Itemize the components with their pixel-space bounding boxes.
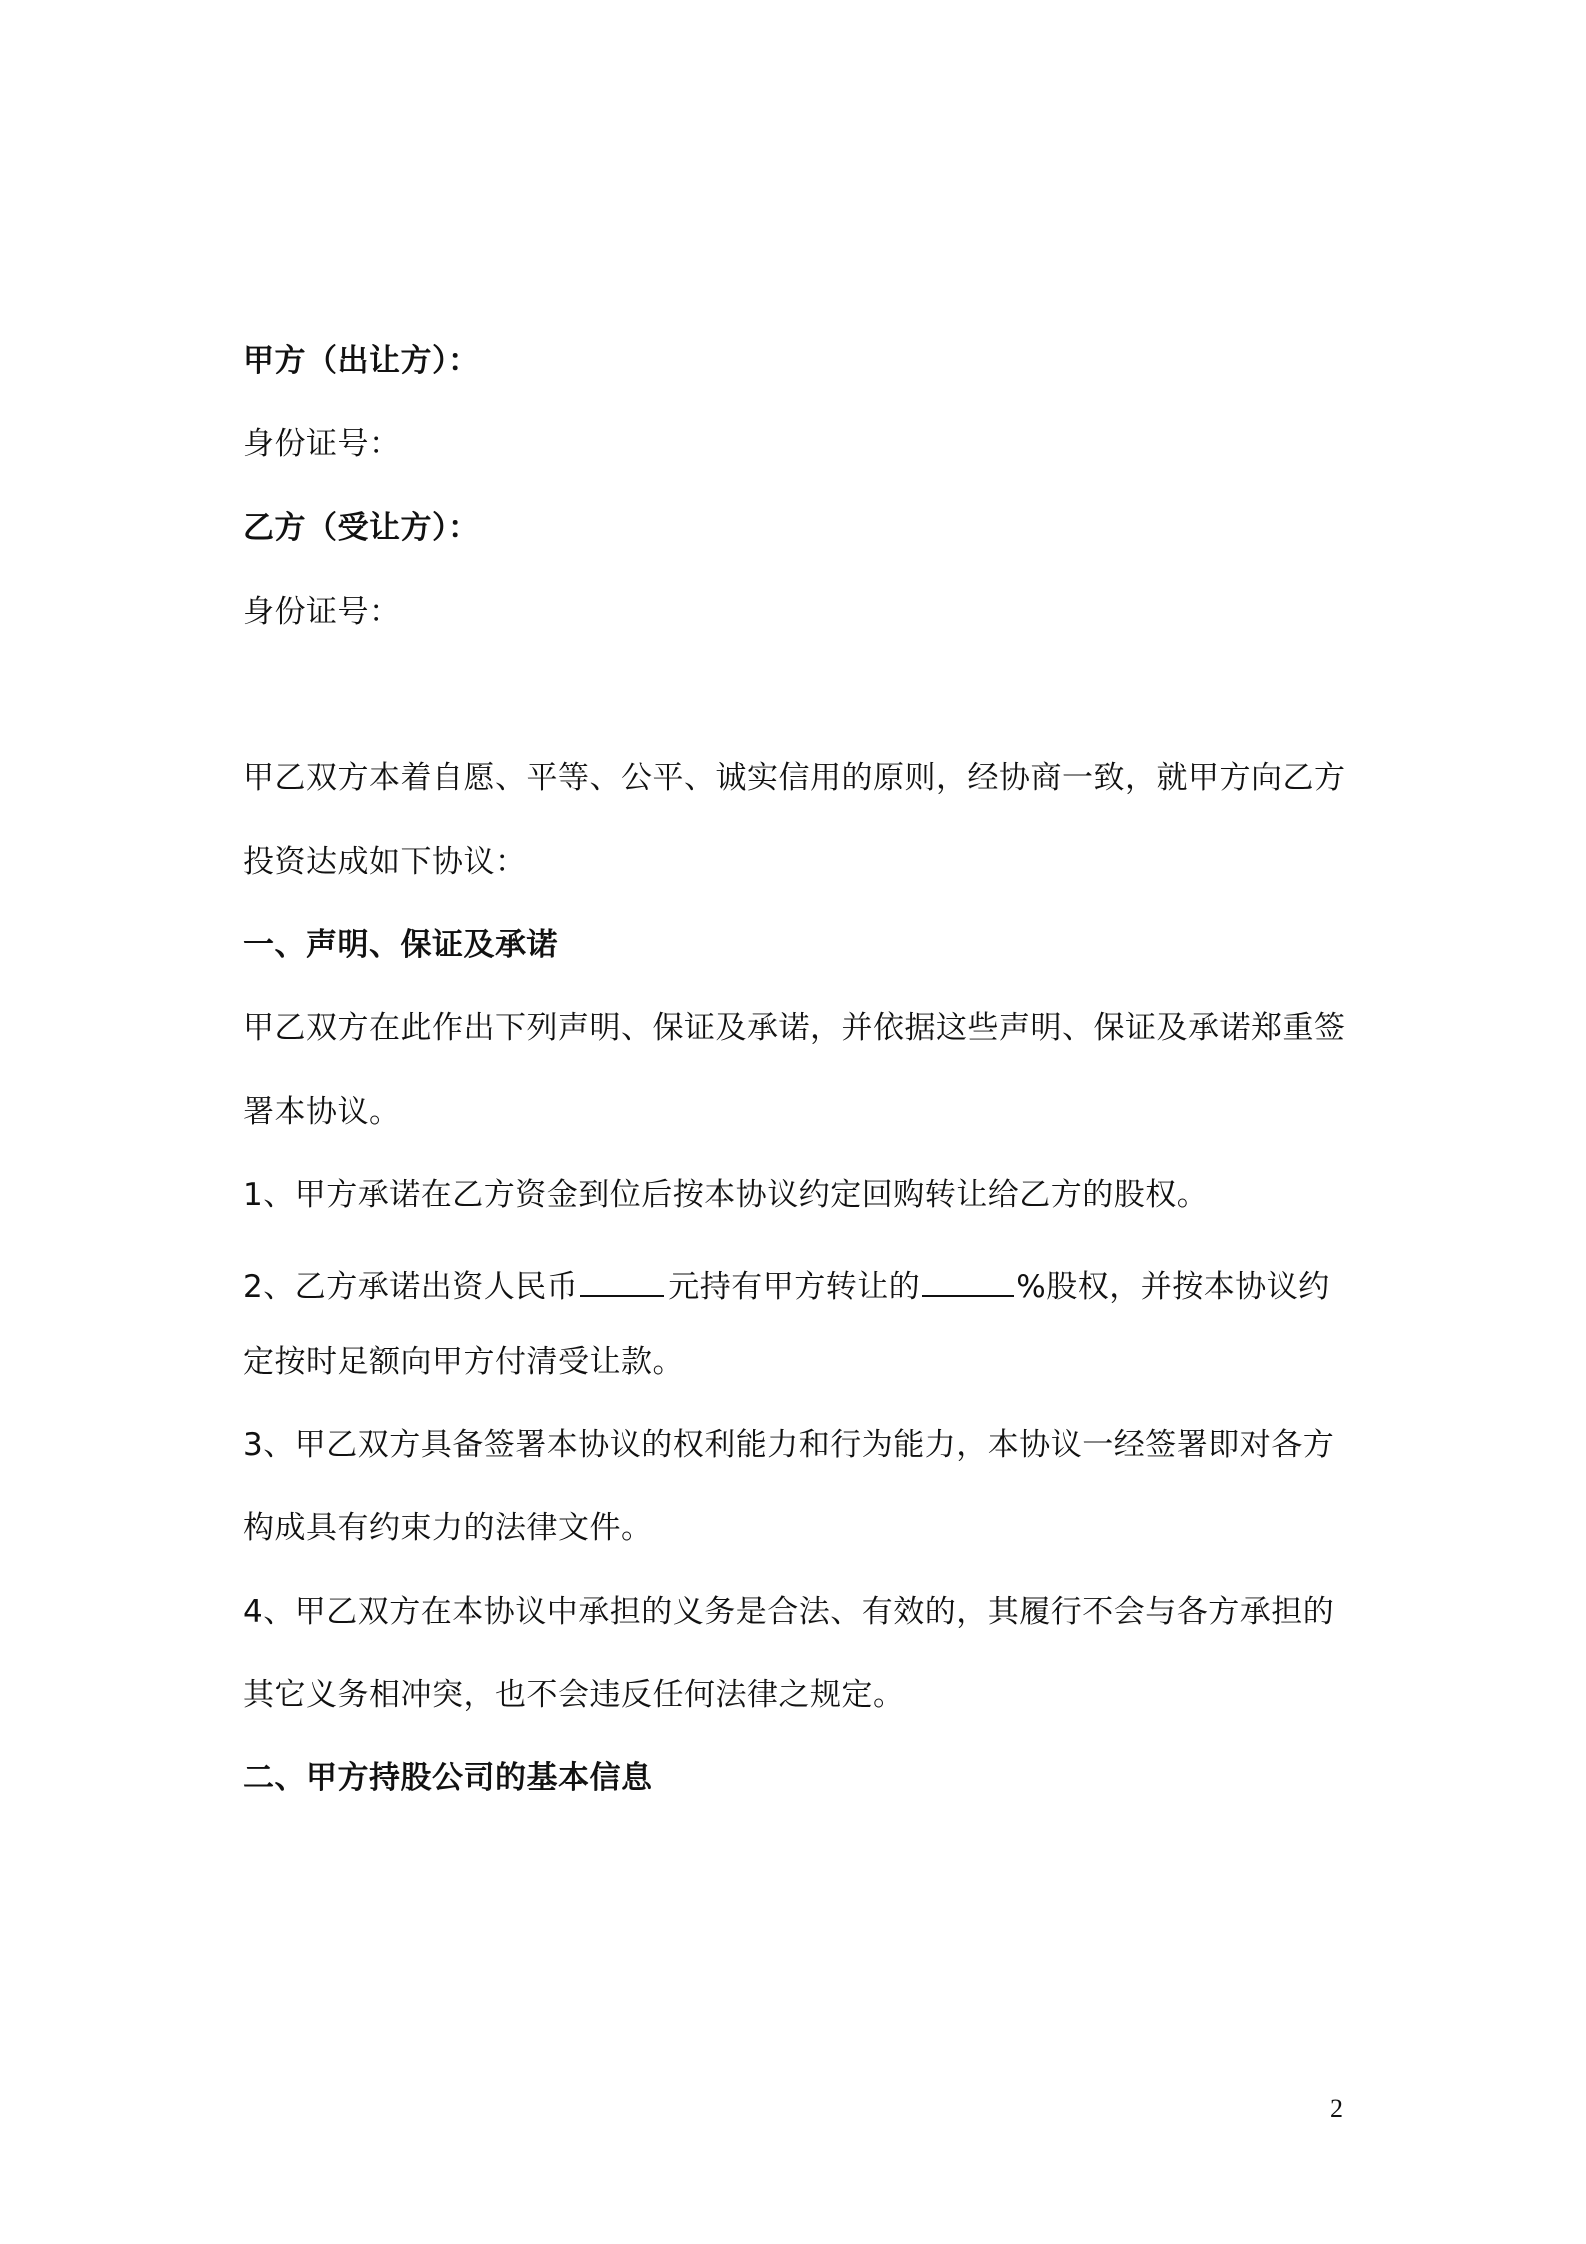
item-2-text-2: 元持有甲方转让的 xyxy=(668,1269,921,1305)
item-1: 1、甲方承诺在乙方资金到位后按本协议约定回购转让给乙方的股权。 xyxy=(243,1177,1209,1213)
item-2-text-1: 2、乙方承诺出资人民币 xyxy=(243,1269,579,1305)
section-1-heading: 一、声明、保证及承诺 xyxy=(243,927,558,963)
section-1-para-line-1: 甲乙双方在此作出下列声明、保证及承诺，并依据这些声明、保证及承诺郑重签 xyxy=(243,1010,1346,1046)
item-2-line-1 xyxy=(243,1265,1353,1307)
item-3-line-1: 3、甲乙双方具备签署本协议的权利能力和行为能力，本协议一经签署即对各方 xyxy=(243,1427,1335,1463)
intro-line-1: 甲乙双方本着自愿、平等、公平、诚实信用的原则，经协商一致，就甲方向乙方 xyxy=(243,760,1346,796)
item-4-line-2: 其它义务相冲突，也不会违反任何法律之规定。 xyxy=(243,1677,905,1713)
amount-blank xyxy=(580,1265,664,1297)
percent-blank xyxy=(922,1265,1014,1297)
section-1-para-line-2: 署本协议。 xyxy=(243,1094,401,1130)
party-a-label: 甲方（出让方）： xyxy=(243,343,480,379)
party-b-id-label: 身份证号： xyxy=(243,594,401,630)
item-2-text-3: %股权，并按本协议约 xyxy=(1016,1269,1330,1305)
section-2-heading: 二、甲方持股公司的基本信息 xyxy=(243,1760,653,1796)
item-2-line-2: 定按时足额向甲方付清受让款。 xyxy=(243,1344,684,1380)
item-4-line-1: 4、甲乙双方在本协议中承担的义务是合法、有效的，其履行不会与各方承担的 xyxy=(243,1594,1335,1630)
intro-line-2: 投资达成如下协议： xyxy=(243,844,527,880)
item-3-line-2: 构成具有约束力的法律文件。 xyxy=(243,1510,653,1546)
party-a-id-label: 身份证号： xyxy=(243,426,401,462)
page-number: 2 xyxy=(1330,2094,1343,2123)
party-b-label: 乙方（受让方）： xyxy=(243,510,480,546)
